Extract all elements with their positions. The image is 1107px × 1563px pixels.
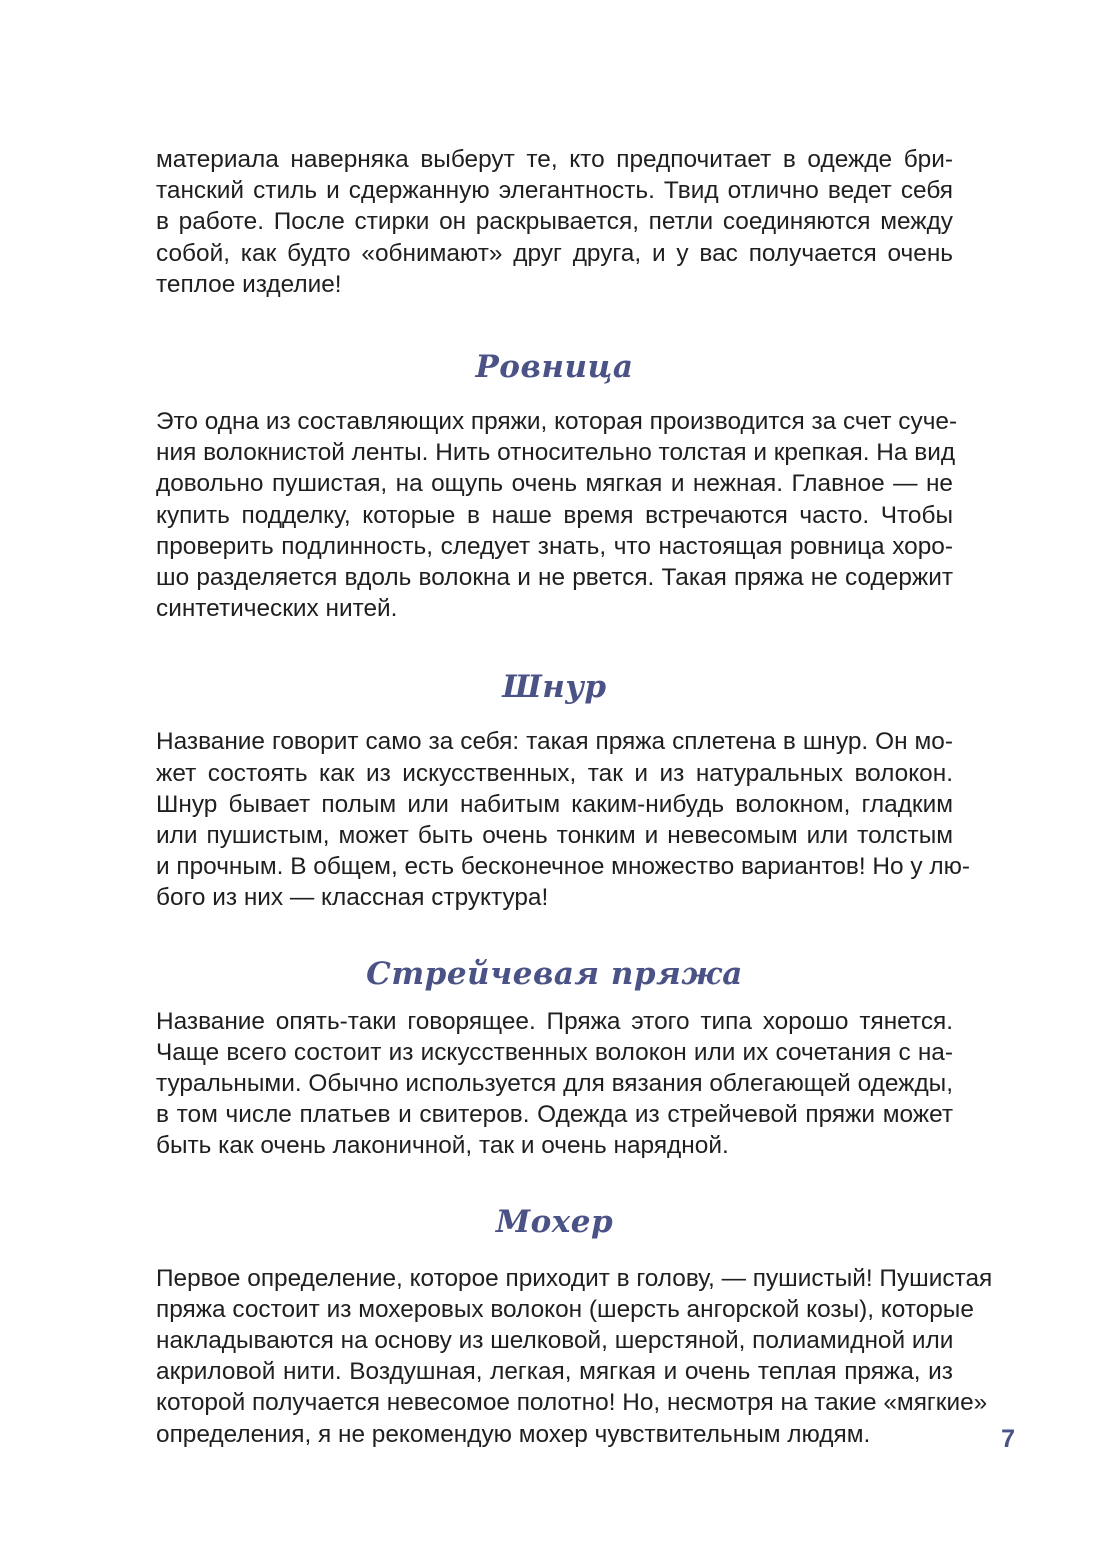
paragraph-line: собой, как будто «обнимают» друг друга, и у вас получается очень (156, 239, 953, 267)
section-paragraph-shnur (156, 726, 971, 913)
paragraph-line: Чаще всего состоит из искусственных волокон или их сочетания с на- (156, 1038, 953, 1066)
paragraph-line: в том числе платьев и свитеров. Одежда из стрейчевой пряжи может (156, 1101, 953, 1129)
paragraph-line: и прочным. В общем, есть бесконечное множество вариантов! Но у лю- (156, 853, 971, 881)
paragraph-line: довольно пушистая, на ощупь очень мягкая и нежная. Главное — не (156, 470, 953, 498)
paragraph-line: туральными. Обычно используется для вязания облегающей одежды, (156, 1070, 953, 1098)
paragraph-line: ния волокнистой ленты. Нить относительно толстая и крепкая. На вид (156, 439, 956, 467)
paragraph-line: акриловой нити. Воздушная, легкая, мягкая и очень теплая пряжа, из (156, 1358, 953, 1386)
paragraph-line: быть как очень лаконичной, так и очень нарядной. (156, 1132, 729, 1160)
paragraph-line: Шнур бывает полым или набитым каким-нибудь волокном, гладким (156, 790, 953, 818)
section-paragraph-stretch (156, 1006, 953, 1162)
paragraph-line: танский стиль и сдержанную элегантность. Твид отлично ведет себя (156, 177, 953, 205)
intro-paragraph (156, 144, 953, 300)
section-heading-stretch: Стрейчевая пряжа (366, 955, 743, 992)
paragraph-line: материала наверняка выберут те, кто предпочитает в одежде бри- (156, 146, 953, 173)
page-content (156, 144, 993, 1450)
paragraph-line: накладываются на основу из шелковой, шерстяной, полиамидной или (156, 1327, 954, 1355)
section-heading-shnur: Шнур (502, 669, 607, 706)
paragraph-line: Это одна из составляющих пряжи, которая производится за счет суче- (156, 408, 958, 436)
paragraph-line: которой получается невесомое полотно! Но, несмотря на такие «мягкие» (156, 1389, 988, 1417)
paragraph-line: теплое изделие! (156, 270, 342, 298)
paragraph-line: шо разделяется вдоль волокна и не рвется. Такая пряжа не содержит (156, 564, 953, 592)
paragraph-line: или пушистым, может быть очень тонким и невесомым или толстым (156, 822, 953, 850)
paragraph-line: Название опять-таки говорящее. Пряжа этого типа хорошо тянется. (156, 1007, 953, 1035)
paragraph-line: бого из них — классная структура! (156, 884, 549, 912)
section-paragraph-mohair (156, 1263, 993, 1450)
page-number: 7 (1001, 1425, 1015, 1453)
paragraph-line: в работе. После стирки он раскрывается, петли соединяются между (156, 208, 953, 236)
section-paragraph-rovnitsa (156, 406, 958, 624)
paragraph-line: пряжа состоит из мохеровых волокон (шерсть ангорской козы), которые (156, 1295, 974, 1323)
paragraph-line: купить подделку, которые в наше время встречаются часто. Чтобы (156, 501, 953, 529)
paragraph-line: Первое определение, которое приходит в голову, — пушистый! Пушистая (156, 1264, 993, 1292)
paragraph-line: Название говорит само за себя: такая пряжа сплетена в шнур. Он мо- (156, 728, 953, 756)
paragraph-line: определения, я не рекомендую мохер чувствительным людям. (156, 1420, 871, 1448)
paragraph-line: жет состоять как из искусственных, так и из натуральных волокон. (156, 759, 953, 787)
section-heading-mohair: Мохер (495, 1203, 614, 1240)
section-heading-rovnitsa: Ровница (475, 349, 634, 386)
paragraph-line: синтетических нитей. (156, 595, 398, 623)
paragraph-line: проверить подлинность, следует знать, что настоящая ровница хоро- (156, 532, 953, 560)
